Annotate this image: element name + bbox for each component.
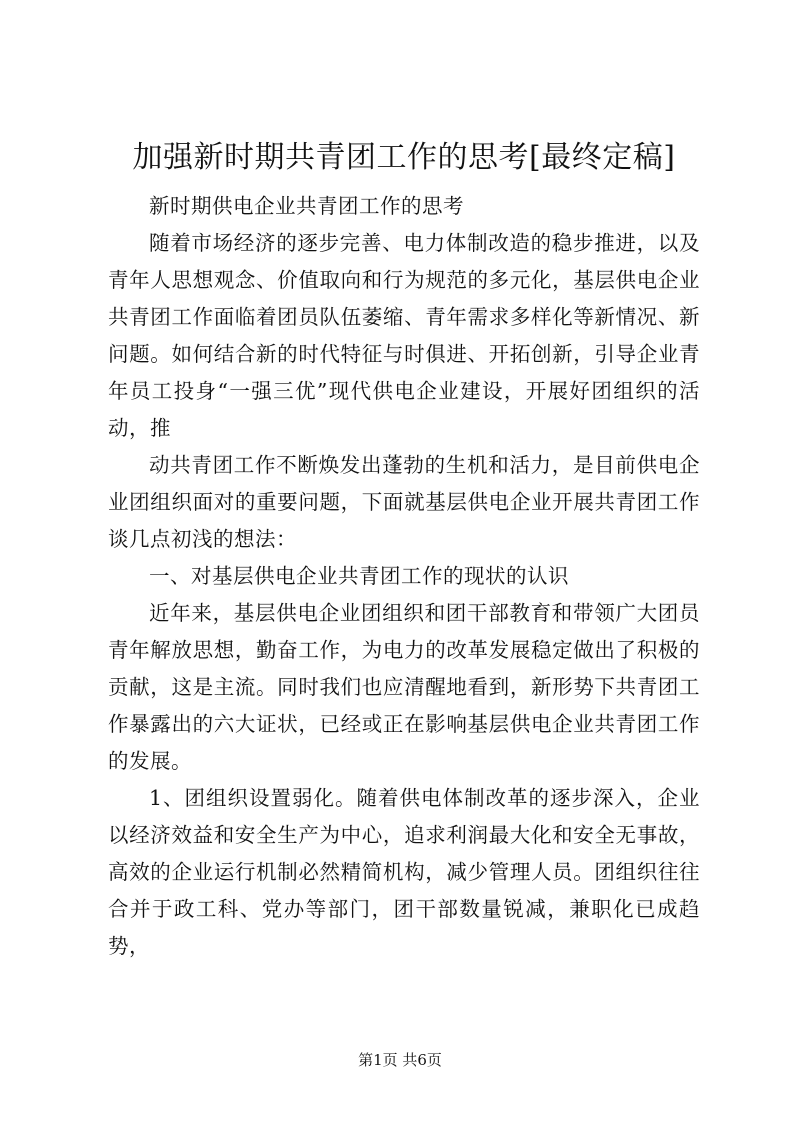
paragraph: 1、团组织设置弱化。随着供电体制改革的逐步深入，企业以经济效益和安全生产为中心，追求利润最大化和安全无事故，高效的企业运行机制必然精简机构，减少管理人员。团组织往往合并于政工科、党办等部门，团干部数量锐减，兼职化已成趋势， [108, 786, 700, 958]
paragraph: 随着市场经济的逐步完善、电力体制改造的稳步推进，以及青年人思想观念、价值取向和行为规范的多元化，基层供电企业共青团工作面临着团员队伍萎缩、青年需求多样化等新情况、新问题。如何结合新的时代特征与时俱进、开拓创新，引导企业青年员工投身“一强三优”现代供电企业建设，开展好团组织的活动，推 [108, 231, 700, 440]
document-title: 加强新时期共青团工作的思考[最终定稿] [132, 140, 676, 175]
paragraph: 动共青团工作不断焕发出蓬勃的生机和活力，是目前供电企业团组织面对的重要问题，下面就基层供电企业开展共青团工作谈几点初浅的想法： [108, 453, 700, 551]
section-heading: 一、对基层供电企业共青团工作的现状的认识 [149, 564, 569, 588]
document-body [108, 188, 700, 965]
page-footer: 第1页 共6页 [358, 1051, 442, 1069]
paragraph-subtitle: 新时期供电企业共青团工作的思考 [149, 194, 464, 218]
paragraph: 近年来，基层供电企业团组织和团干部教育和带领广大团员青年解放思想，勤奋工作，为电力的改革发展稳定做出了积极的贡献，这是主流。同时我们也应清醒地看到，新形势下共青团工作暴露出的六大证状，已经或正在影响基层供电企业共青团工作的发展。 [108, 601, 700, 773]
